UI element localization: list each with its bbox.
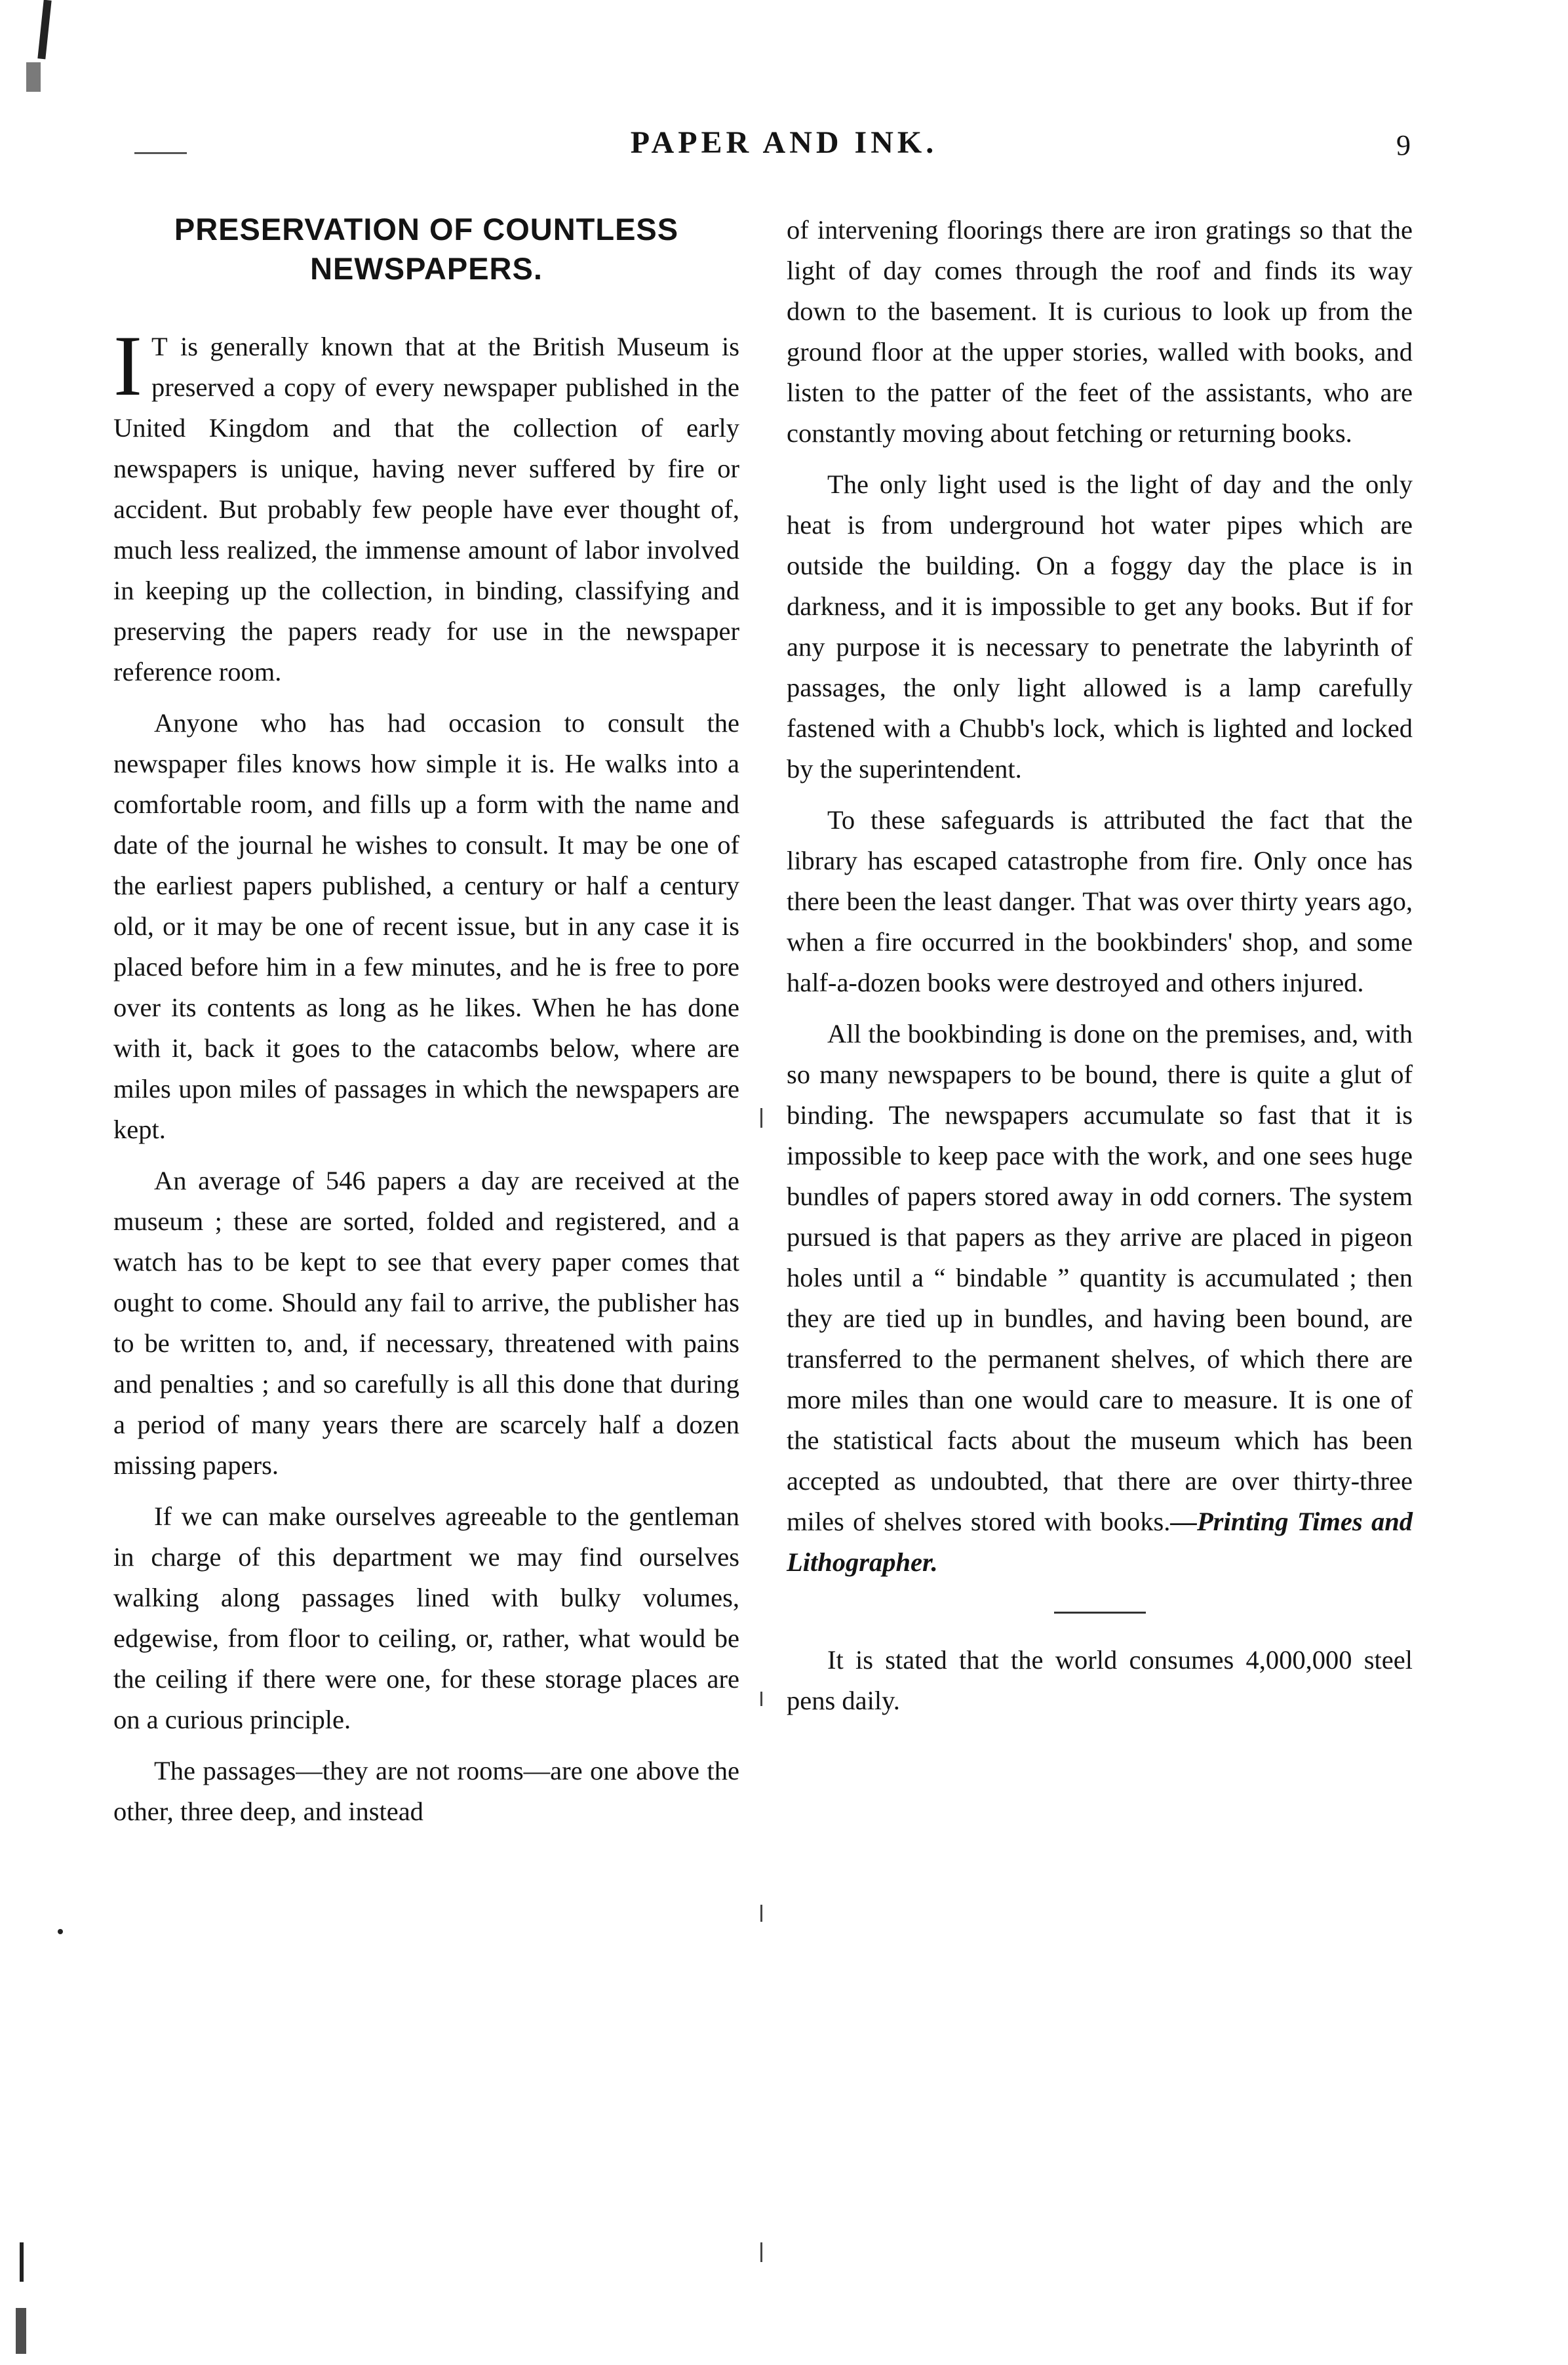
gutter-mark — [760, 1692, 762, 1706]
page-number: 9 — [1396, 129, 1411, 161]
running-title: PAPER AND INK. — [630, 125, 938, 160]
gutter-mark — [760, 1108, 762, 1128]
paragraph-text: All the bookbinding is done on the premises, and, with so many newspapers to be bound, there is quite a glut of binding. The newspapers accumulate so fast that it is impossible to keep pace with the work, and one sees huge bundles of papers stored away in odd corners. The system pursued is that papers as they arrive are placed in pigeon holes until a “ bindable ” quantity is accumulated ; then they are tied up in bundles, and having been bound, are transferred to the permanent shelves, of which there are more miles than one would care to measure. It is one of the statistical facts about the museum which has been accepted as undoubted, that there are over thirty-three miles of shelves stored with books. — [787, 1019, 1413, 1536]
gutter-mark — [760, 2242, 762, 2262]
article-paragraph: If we can make ourselves agreeable to the gentleman in charge of this department we may find ourselves walking along passages lined with bulky volumes, edgewise, from floor to ceiling, or, rather, what would be the ceiling if there were one, for these storage places are on a curious principle. — [113, 1501, 739, 1734]
left-column — [113, 210, 739, 1842]
right-column — [787, 210, 1413, 1732]
article-paragraph: To these safeguards is attributed the fact that the library has escaped catastrophe from fire. Only once has there been the least danger. That was over thirty years ago, when a fire occurred in the bookbinders' shop, and some half-a-dozen books were destroyed and others injured. — [787, 805, 1413, 997]
article-paragraph — [113, 317, 739, 692]
article-title: PRESERVATION OF COUNTLESS NEWSPAPERS. — [174, 212, 679, 286]
scan-mark-bottom — [20, 2242, 24, 2282]
article-paragraph: The only light used is the light of day and the only heat is from underground hot water pipes which are outside the building. On a foggy day the place is in darkness, and it is impossible to get any books. But if for any purpose it is necessary to penetrate the labyrinth of passages, the only light allowed is a lamp carefully fastened with a Chubb's lock, which is lighted and locked by the superintendent. — [787, 469, 1413, 784]
article-paragraph — [787, 1014, 1413, 1583]
scan-mark-bottom-small — [16, 2308, 26, 2354]
section-separator — [1054, 1612, 1146, 1614]
article-paragraph: of intervening floorings there are iron gratings so that the light of day comes through the roof and finds its way down to the basement. It is curious to look up from the ground floor at the upper stories, walled with books, and listen to the patter of the feet of the assistants, who are constantly moving about fetching or returning books. — [787, 215, 1413, 448]
filler-paragraph: It is stated that the world consumes 4,000,000 steel pens daily. — [787, 1645, 1413, 1715]
article-paragraph: Anyone who has had occasion to consult the newspaper files knows how simple it is. He walks into a comfortable room, and fills up a form with the name and date of the journal he wishes to consult. It may be one of the earliest papers published, a century or half a century old, or it may be one of recent issue, but in any case it is placed before him in a few minutes, and he is free to pore over its contents as long as he likes. When he has done with it, back it goes to the catacombs below, where are miles upon miles of passages in which the newspapers are kept. — [113, 708, 739, 1144]
drop-cap: I — [113, 317, 142, 414]
margin-dot — [58, 1929, 63, 1934]
scan-mark-top-small — [26, 62, 41, 92]
scan-mark-top — [37, 0, 51, 59]
first-word-rest: T — [151, 332, 168, 361]
paragraph-text: is generally known that at the British Museum is preserved a copy of every newspaper published in the United Kingdom and that the collection of early newspapers is unique, having never suffered by fire or accident. But probably few people have ever thought of, much less realized, the immense amount of labor involved in keeping up the collection, in binding, classifying and preserving the papers ready for use in the newspaper reference room. — [113, 332, 739, 686]
article-paragraph: The passages—they are not rooms—are one above the other, three deep, and instead — [113, 1756, 739, 1826]
source-credit: —Printing Times and Lithographer. — [787, 1507, 1413, 1577]
gutter-mark — [760, 1905, 762, 1922]
article-paragraph: An average of 546 papers a day are received at the museum ; these are sorted, folded and registered, and a watch has to be kept to see that every paper comes that ought to come. Should any fail to arrive, the publisher has to be written to, and, if necessary, threatened with pains and penalties ; and so carefully is all this done that during a period of many years there are scarcely half a dozen missing papers. — [113, 1166, 739, 1480]
